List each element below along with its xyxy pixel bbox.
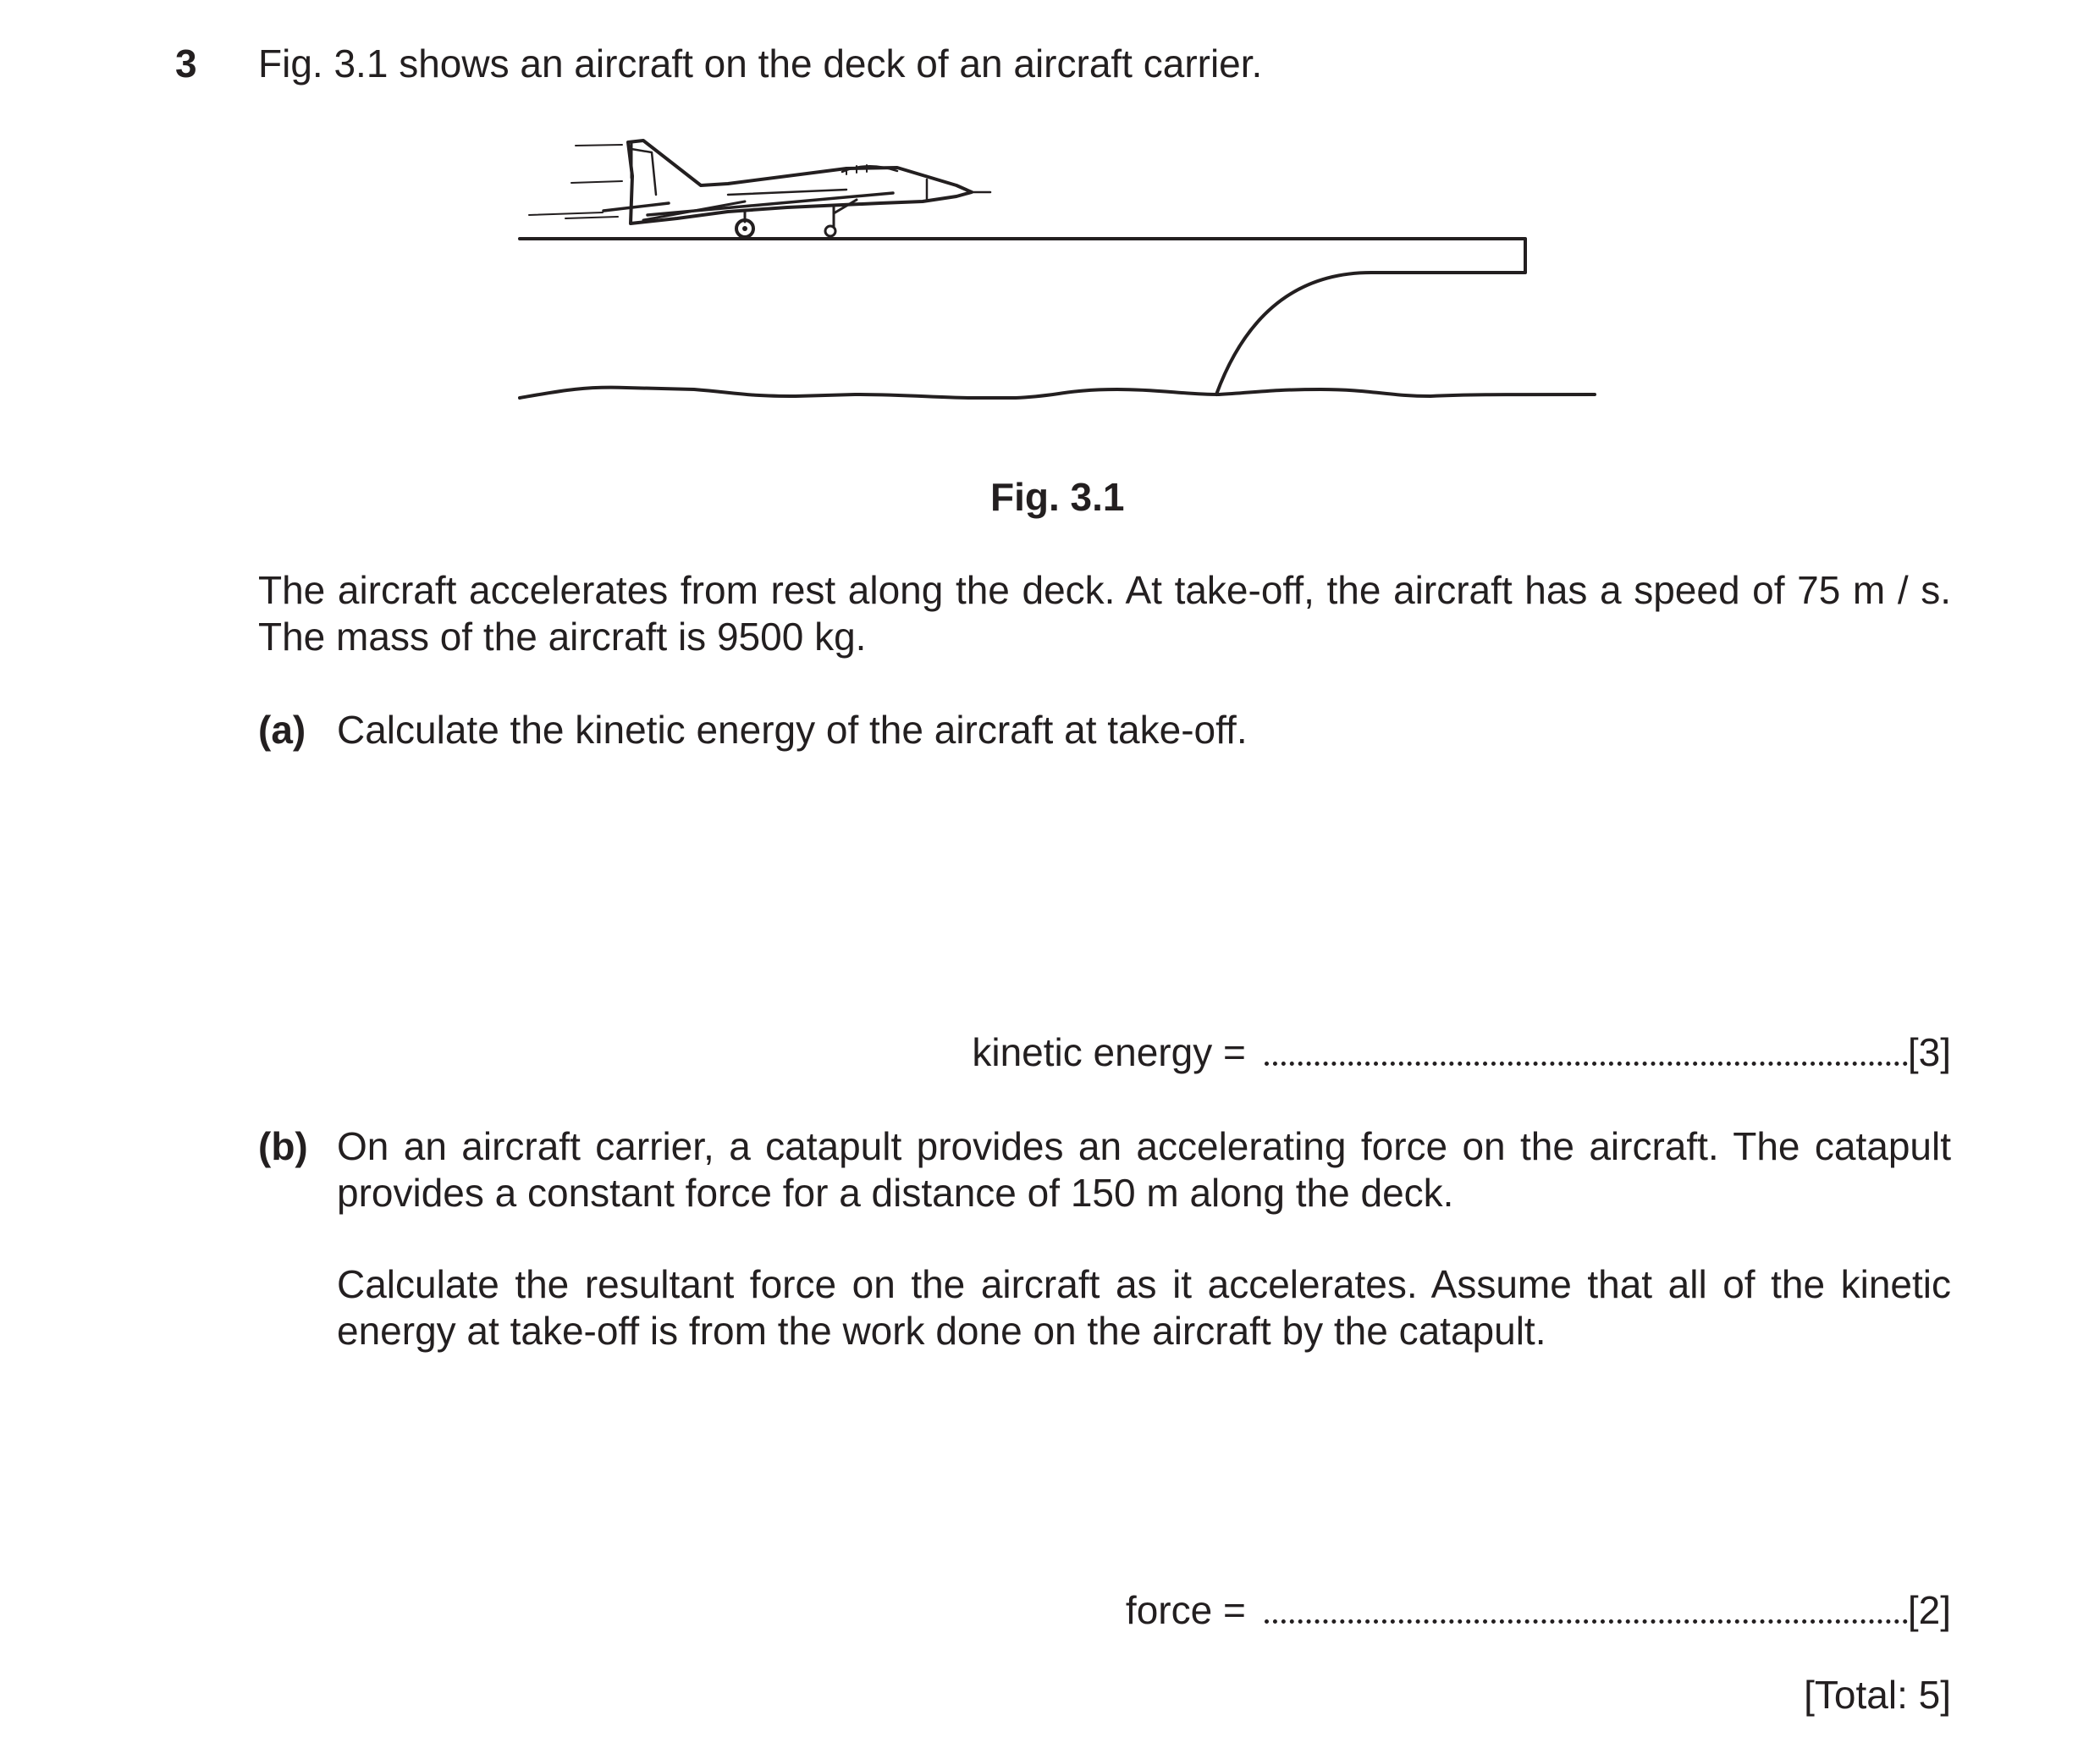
part-b-label: (b) [258,1124,308,1168]
part-b-answer-space[interactable] [1265,1587,1908,1624]
stem-line-1: The aircraft accelerates from rest along the deck. At take-off, the aircraft has a speed of 75 m / s. [258,568,1951,612]
part-a-marks: [3] [1907,1030,1951,1074]
part-b-answer-label: force = [1125,1588,1246,1632]
figure-caption: Fig. 3.1 [990,475,1125,519]
sea-surface [520,388,1595,398]
question-intro: Fig. 3.1 shows an aircraft on the deck of an aircraft carrier. [258,41,1263,85]
part-a-answer-space[interactable] [1265,1029,1908,1066]
speed-lines [529,145,622,218]
total-marks: [Total: 5] [1804,1673,1951,1717]
part-b-line-2: provides a constant force for a distance of 150 m along the deck. [337,1171,1454,1215]
carrier-deck [520,239,1525,394]
part-b-line-4: energy at take-off is from the work done on the aircraft by the catapult. [337,1309,1546,1353]
aircraft-icon [604,141,990,237]
stem-line-2: The mass of the aircraft is 9500 kg. [258,615,867,659]
part-b-line-1: On an aircraft carrier, a catapult provides an accelerating force on the aircraft. The catapult [337,1124,1951,1168]
part-b-marks: [2] [1907,1588,1951,1632]
part-b-answer-line [1126,1587,1951,1634]
question-number: 3 [175,41,197,85]
part-a-answer-line [972,1029,1951,1076]
part-a-label: (a) [258,708,306,752]
figure-aircraft-carrier [0,0,2100,474]
part-a-answer-label: kinetic energy = [972,1030,1246,1074]
part-a-text: Calculate the kinetic energy of the aircraft at take-off. [337,708,1248,752]
part-b-line-3: Calculate the resultant force on the aircraft as it accelerates. Assume that all of the kinetic [337,1262,1951,1306]
